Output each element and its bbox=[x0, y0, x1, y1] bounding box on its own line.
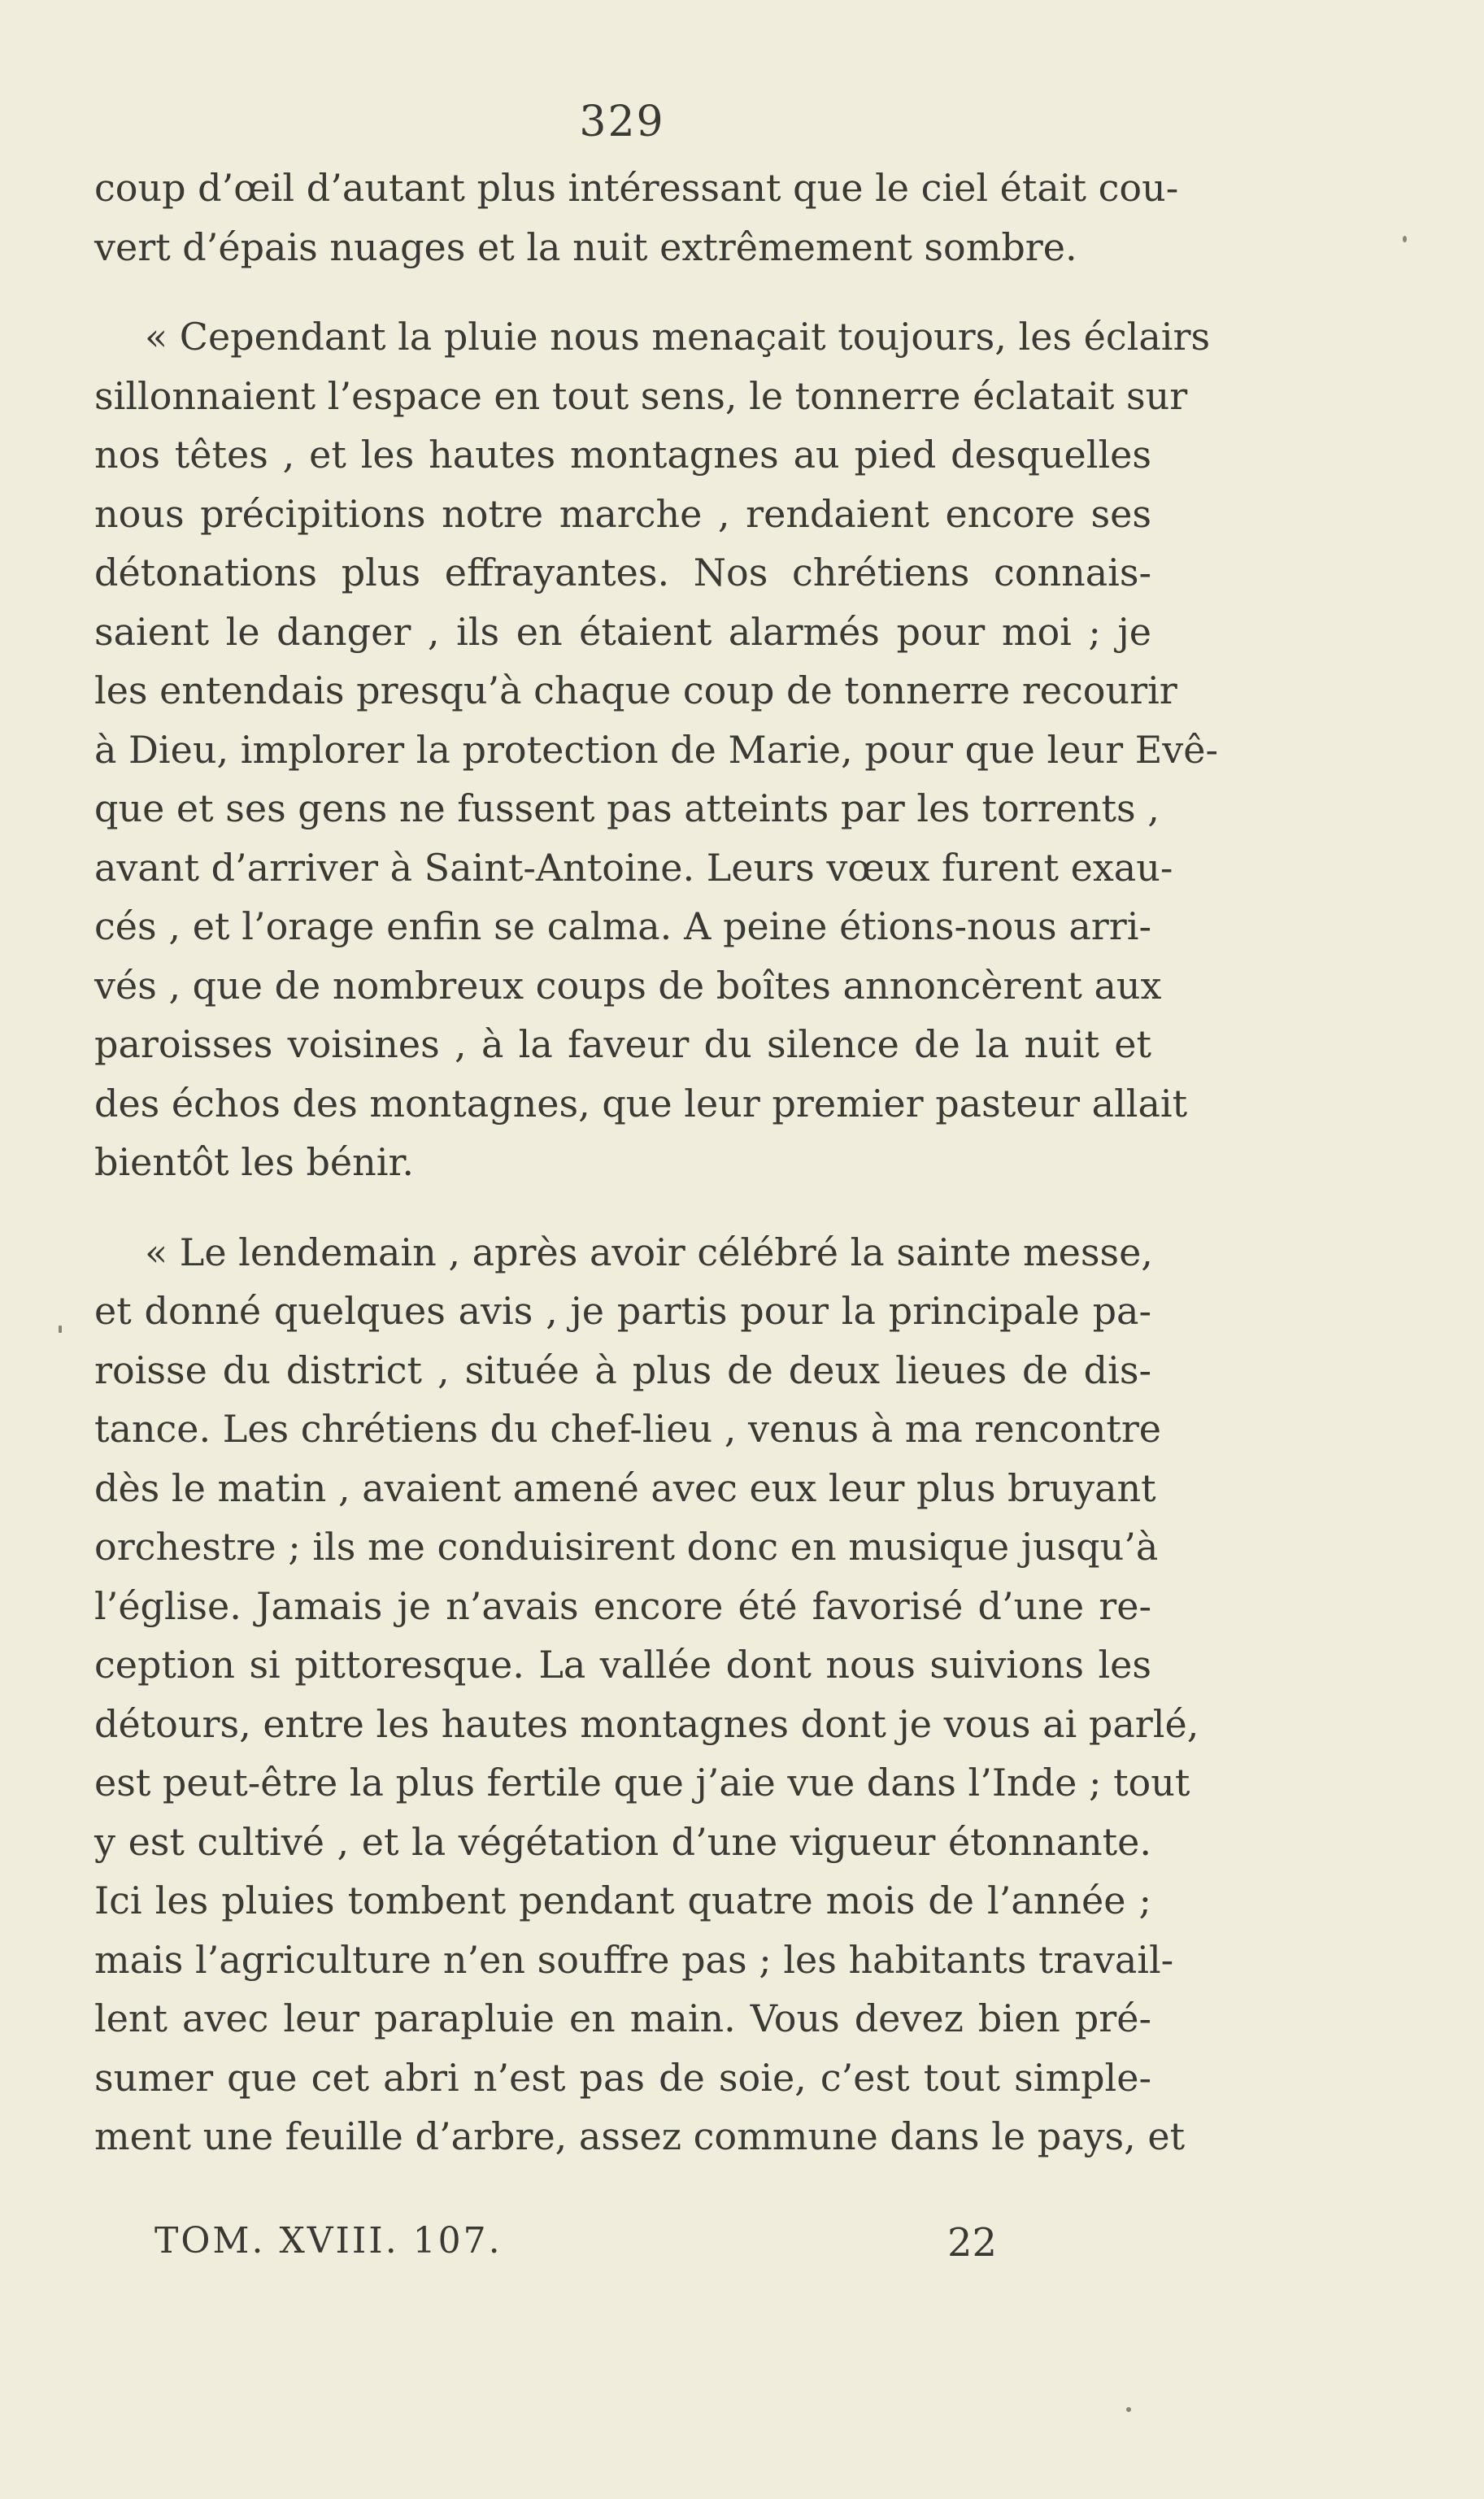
text-line: et donné quelques avis , je partis pour la principale pa- bbox=[94, 1289, 1151, 1333]
text-line: les entendais presqu’à chaque coup de tonnerre recourir bbox=[94, 668, 1177, 712]
text-line: paroisses voisines , à la faveur du silence de la nuit et bbox=[94, 1022, 1151, 1066]
text-line: saient le danger , ils en étaient alarmés pour moi ; je bbox=[94, 609, 1151, 654]
text-line: dès le matin , avaient amené avec eux leur plus bruyant bbox=[94, 1465, 1156, 1510]
text-line: détonations plus effrayantes. Nos chrétiens connais- bbox=[94, 551, 1151, 594]
text-line: avant d’arriver à Saint-Antoine. Leurs vœux furent exau- bbox=[94, 845, 1173, 890]
page-number: 329 bbox=[579, 98, 665, 146]
paper-speck bbox=[1126, 2407, 1131, 2412]
text-line: « Le lendemain , après avoir célébré la sainte messe, bbox=[145, 1230, 1153, 1274]
text-line: y est cultivé , et la végétation d’une vigueur étonnante. bbox=[94, 1819, 1151, 1864]
text-line: nos têtes , et les hautes montagnes au pied desquelles bbox=[94, 433, 1151, 477]
text-line: bientôt les bénir. bbox=[94, 1140, 415, 1184]
text-line: détours, entre les hautes montagnes dont je vous ai parlé, bbox=[94, 1701, 1199, 1746]
text-line: l’église. Jamais je n’avais encore été favorisé d’une re- bbox=[94, 1583, 1151, 1628]
text-line: des échos des montagnes, que leur premier pasteur allait bbox=[94, 1081, 1188, 1125]
paper-speck bbox=[1403, 236, 1407, 242]
text-line: sumer que cet abri n’est pas de soie, c’est tout simple- bbox=[94, 2055, 1151, 2100]
text-line: coup d’œil d’autant plus intéressant que le ciel était cou- bbox=[94, 166, 1179, 210]
text-line: lent avec leur parapluie en main. Vous devez bien pré- bbox=[94, 1996, 1151, 2040]
text-line: que et ses gens ne fussent pas atteints par les torrents , bbox=[94, 786, 1160, 830]
text-line: nous précipitions notre marche , rendaient encore ses bbox=[94, 491, 1151, 536]
text-line: ment une feuille d’arbre, assez commune dans le pays, et bbox=[94, 2114, 1186, 2158]
paragraph-3 bbox=[94, 1223, 1199, 2166]
text-line: vés , que de nombreux coups de boîtes annoncèrent aux bbox=[94, 963, 1162, 1008]
text-line: orchestre ; ils me conduisirent donc en musique jusqu’à bbox=[94, 1525, 1159, 1569]
text-line: « Cependant la pluie nous menaçait toujours, les éclairs bbox=[145, 315, 1211, 359]
text-line: cés , et l’orage enfin se calma. A peine étions-nous arri- bbox=[94, 904, 1151, 948]
volume-signature: TOM. XVIII. 107. bbox=[154, 2220, 503, 2262]
text-line: Ici les pluies tombent pendant quatre mois de l’année ; bbox=[94, 1879, 1151, 1922]
paper-speck bbox=[59, 1326, 62, 1333]
text-line: roisse du district , située à plus de deux lieues de dis- bbox=[94, 1347, 1151, 1392]
gathering-signature: 22 bbox=[947, 2220, 998, 2266]
text-line: sillonnaient l’espace en tout sens, le tonnerre éclatait sur bbox=[94, 373, 1188, 418]
paragraph-2 bbox=[94, 307, 1219, 1192]
text-line: tance. Les chrétiens du chef-lieu , venus à ma rencontre bbox=[94, 1407, 1162, 1451]
text-line: est peut-être la plus fertile que j’aie vue dans l’Inde ; tout bbox=[94, 1761, 1190, 1805]
text-line: vert d’épais nuages et la nuit extrêmement sombre. bbox=[94, 224, 1077, 269]
text-line: ception si pittoresque. La vallée dont nous suivions les bbox=[94, 1643, 1151, 1687]
text-line: à Dieu, implorer la protection de Marie, pour que leur Evê- bbox=[94, 727, 1219, 772]
body-text bbox=[94, 159, 1219, 2166]
text-line: mais l’agriculture n’en souffre pas ; les habitants travail- bbox=[94, 1937, 1174, 1982]
paragraph-1 bbox=[94, 159, 1179, 276]
